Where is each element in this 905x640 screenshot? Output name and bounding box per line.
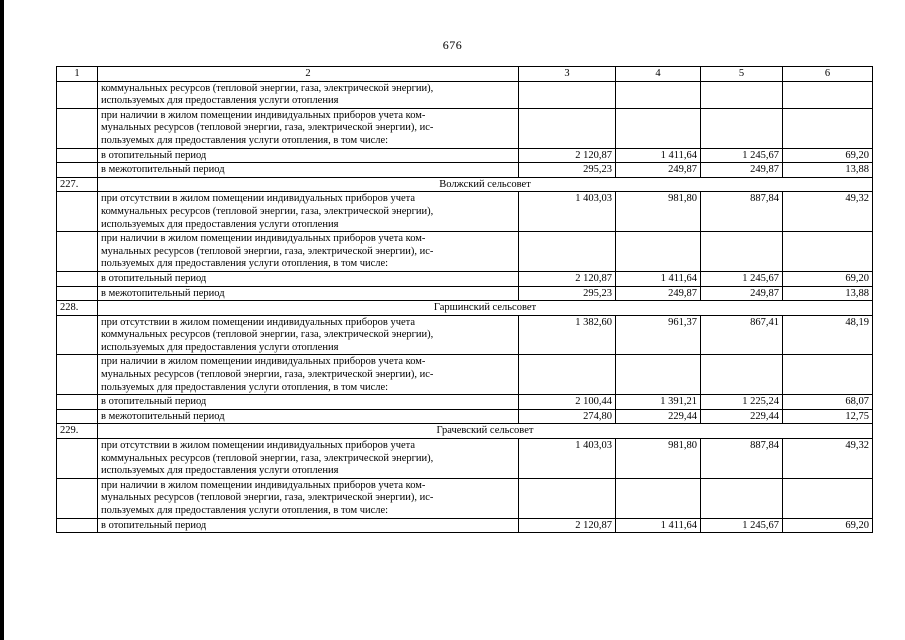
row-number (57, 192, 98, 232)
value-col-6: 68,07 (783, 395, 873, 410)
row-description (98, 192, 519, 232)
value-col-6 (783, 108, 873, 148)
column-header-3: 3 (519, 67, 616, 82)
row-description (98, 148, 519, 163)
row-number: 229. (57, 424, 98, 439)
value-col-3: 2 100,44 (519, 395, 616, 410)
table-row (57, 148, 873, 163)
table-row (57, 286, 873, 301)
table-row (57, 81, 873, 108)
description-line: при наличии в жилом помещении индивидуальных приборов учета ком- (101, 109, 426, 121)
row-description (98, 108, 519, 148)
value-col-5: 1 245,67 (701, 148, 783, 163)
value-col-3: 2 120,87 (519, 148, 616, 163)
row-description (98, 395, 519, 410)
description-line: используемых для предоставления услуги отопления (101, 218, 339, 230)
row-number (57, 148, 98, 163)
column-header-4: 4 (616, 67, 701, 82)
value-col-4: 981,80 (616, 192, 701, 232)
description-line: в отопительный период (101, 519, 207, 531)
description-line: при наличии в жилом помещении индивидуальных приборов учета ком- (101, 479, 426, 491)
value-col-5: 1 245,67 (701, 518, 783, 533)
value-col-3: 1 403,03 (519, 439, 616, 479)
row-description (98, 478, 519, 518)
value-col-3: 295,23 (519, 286, 616, 301)
value-col-6: 69,20 (783, 271, 873, 286)
value-col-3 (519, 232, 616, 272)
description-line: в отопительный период (101, 272, 207, 284)
column-header-row (57, 67, 873, 82)
value-col-4: 249,87 (616, 286, 701, 301)
table-row (57, 355, 873, 395)
column-header-1: 1 (57, 67, 98, 82)
column-header-2: 2 (98, 67, 519, 82)
value-col-6 (783, 232, 873, 272)
section-title: Волжский сельсовет (98, 177, 873, 192)
row-description (98, 81, 519, 108)
value-col-4: 1 411,64 (616, 148, 701, 163)
description-line: мунальных ресурсов (тепловой энергии, газа, электрической энергии), ис- (101, 122, 434, 134)
value-col-6: 49,32 (783, 439, 873, 479)
description-line: мунальных ресурсов (тепловой энергии, газа, электрической энергии), ис- (101, 492, 434, 504)
section-title: Грачевский сельсовет (98, 424, 873, 439)
row-number (57, 355, 98, 395)
row-number (57, 409, 98, 424)
description-line: коммунальных ресурсов (тепловой энергии, газа, электрической энергии), (101, 329, 434, 341)
description-line: в межотопительный период (101, 164, 225, 176)
value-col-3: 2 120,87 (519, 518, 616, 533)
table-row (57, 395, 873, 410)
page-number: 676 (442, 38, 463, 52)
row-number (57, 518, 98, 533)
value-col-4: 1 411,64 (616, 271, 701, 286)
value-col-3: 2 120,87 (519, 271, 616, 286)
scan-edge-bar (0, 0, 4, 640)
row-number (57, 478, 98, 518)
value-col-6 (783, 478, 873, 518)
description-line: при наличии в жилом помещении индивидуальных приборов учета ком- (101, 356, 426, 368)
section-title: Гаршинский сельсовет (98, 301, 873, 316)
table-row (57, 163, 873, 178)
row-description (98, 409, 519, 424)
description-line: пользуемых для предоставления услуги отопления, в том числе: (101, 505, 389, 516)
table-row (57, 315, 873, 355)
description-line: пользуемых для предоставления услуги отопления, в том числе: (101, 381, 389, 393)
value-col-4: 229,44 (616, 409, 701, 424)
value-col-6: 12,75 (783, 409, 873, 424)
value-col-4 (616, 81, 701, 108)
value-col-5: 229,44 (701, 409, 783, 424)
value-col-4 (616, 108, 701, 148)
value-col-5: 249,87 (701, 286, 783, 301)
value-col-3 (519, 108, 616, 148)
value-col-6 (783, 355, 873, 395)
value-col-3 (519, 81, 616, 108)
section-row (57, 424, 873, 439)
row-description (98, 286, 519, 301)
table-row (57, 192, 873, 232)
value-col-6: 69,20 (783, 518, 873, 533)
value-col-6 (783, 81, 873, 108)
value-col-4: 1 411,64 (616, 518, 701, 533)
value-col-3: 1 403,03 (519, 192, 616, 232)
value-col-6: 13,88 (783, 163, 873, 178)
table-row (57, 478, 873, 518)
value-col-3 (519, 355, 616, 395)
row-number: 228. (57, 301, 98, 316)
description-line: в отопительный период (101, 396, 207, 408)
row-number (57, 232, 98, 272)
description-line: при отсутствии в жилом помещении индивидуальных приборов учета (101, 193, 416, 205)
value-col-5 (701, 81, 783, 108)
description-line: коммунальных ресурсов (тепловой энергии, газа, электрической энергии), (101, 82, 434, 94)
row-number (57, 395, 98, 410)
table-row (57, 518, 873, 533)
value-col-5: 887,84 (701, 439, 783, 479)
value-col-5 (701, 108, 783, 148)
value-col-4: 961,37 (616, 315, 701, 355)
description-line: в межотопительный период (101, 410, 225, 422)
value-col-4: 1 391,21 (616, 395, 701, 410)
value-col-4: 981,80 (616, 439, 701, 479)
row-description (98, 163, 519, 178)
description-line: при отсутствии в жилом помещении индивидуальных приборов учета (101, 316, 416, 328)
description-line: при отсутствии в жилом помещении индивидуальных приборов учета (101, 440, 416, 452)
description-line: мунальных ресурсов (тепловой энергии, газа, электрической энергии), ис- (101, 369, 434, 381)
value-col-5 (701, 478, 783, 518)
value-col-6: 13,88 (783, 286, 873, 301)
table-row (57, 108, 873, 148)
value-col-5: 1 245,67 (701, 271, 783, 286)
value-col-5: 249,87 (701, 163, 783, 178)
value-col-5 (701, 232, 783, 272)
value-col-6: 69,20 (783, 148, 873, 163)
value-col-6: 48,19 (783, 315, 873, 355)
row-description (98, 232, 519, 272)
value-col-5: 887,84 (701, 192, 783, 232)
description-line: в отопительный период (101, 149, 207, 161)
row-number (57, 271, 98, 286)
row-description (98, 355, 519, 395)
table-row (57, 439, 873, 479)
table-row (57, 271, 873, 286)
value-col-4: 249,87 (616, 163, 701, 178)
row-number (57, 163, 98, 178)
row-number (57, 108, 98, 148)
column-header-5: 5 (701, 67, 783, 82)
description-line: используемых для предоставления услуги отопления (101, 341, 339, 353)
value-col-5 (701, 355, 783, 395)
section-row (57, 301, 873, 316)
description-line: используемых для предоставления услуги отопления (101, 95, 339, 107)
description-line: при наличии в жилом помещении индивидуальных приборов учета ком- (101, 233, 426, 245)
tariff-table (56, 66, 873, 533)
value-col-5: 1 225,24 (701, 395, 783, 410)
value-col-3: 295,23 (519, 163, 616, 178)
row-description (98, 439, 519, 479)
value-col-3: 274,80 (519, 409, 616, 424)
value-col-6: 49,32 (783, 192, 873, 232)
table-row (57, 232, 873, 272)
description-line: пользуемых для предоставления услуги отопления, в том числе: (101, 134, 389, 146)
column-header-6: 6 (783, 67, 873, 82)
row-number (57, 439, 98, 479)
description-line: используемых для предоставления услуги отопления (101, 465, 339, 477)
description-line: мунальных ресурсов (тепловой энергии, газа, электрической энергии), ис- (101, 245, 434, 257)
tariff-table-body (57, 67, 873, 533)
section-row (57, 177, 873, 192)
row-description (98, 271, 519, 286)
value-col-4 (616, 232, 701, 272)
value-col-3 (519, 478, 616, 518)
row-number: 227. (57, 177, 98, 192)
row-number (57, 315, 98, 355)
row-number (57, 286, 98, 301)
value-col-4 (616, 478, 701, 518)
description-line: пользуемых для предоставления услуги отопления, в том числе: (101, 258, 389, 270)
description-line: коммунальных ресурсов (тепловой энергии, газа, электрической энергии), (101, 452, 434, 464)
description-line: в межотопительный период (101, 287, 225, 299)
row-number (57, 81, 98, 108)
value-col-3: 1 382,60 (519, 315, 616, 355)
row-description (98, 315, 519, 355)
description-line: коммунальных ресурсов (тепловой энергии, газа, электрической энергии), (101, 205, 434, 217)
row-description (98, 518, 519, 533)
value-col-4 (616, 355, 701, 395)
table-row (57, 409, 873, 424)
value-col-5: 867,41 (701, 315, 783, 355)
